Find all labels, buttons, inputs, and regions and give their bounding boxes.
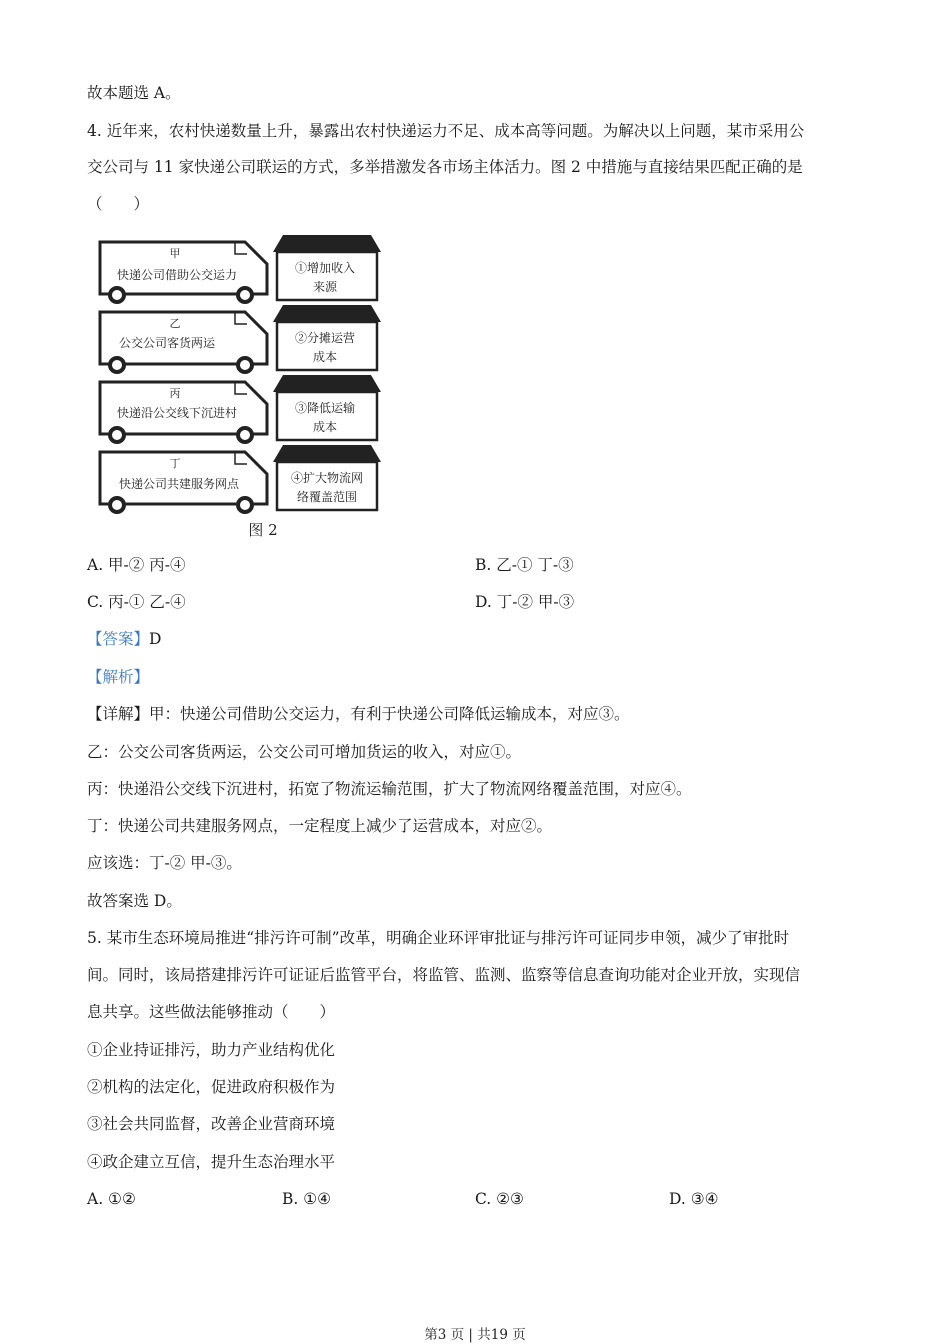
house-label-line2: 成本 — [312, 350, 338, 364]
house-label-line1: ③降低运输 — [294, 401, 356, 415]
detail-line-1 — [87, 704, 630, 724]
question-5-option-c: C. ②③ — [475, 1190, 524, 1208]
house-label-line2: 来源 — [312, 280, 338, 294]
truck-tag: 丁 — [169, 457, 181, 470]
question-4-stem-line-3: （ ） — [87, 195, 150, 213]
answer-value: D — [149, 630, 162, 648]
analysis-label: 【解析】 — [87, 668, 150, 686]
question-5-stem-line-2: 间。同时，该局搭建排污许可证证后监管平台，将监管、监测、监察等信息查询功能对企业开放，实现信 — [87, 966, 801, 984]
detail-line-3: 丙：快递沿公交线下沉进村，拓宽了物流运输范围，扩大了物流网络覆盖范围，对应④。 — [87, 780, 692, 798]
house-result-1 — [273, 235, 381, 300]
wheel-icon — [238, 288, 252, 302]
house-label-line1: ④扩大物流网 — [290, 471, 364, 485]
answer-row — [87, 629, 161, 649]
question-5-stem-line-1: 5. 某市生态环境局推进“排污许可制”改革，明确企业环评审批证与排污许可证同步申领，减少了审批时 — [87, 929, 790, 947]
question-5-option-a: A. ①② — [87, 1190, 136, 1208]
question-5-option-b: B. ①④ — [282, 1190, 332, 1208]
house-label-line2: 成本 — [312, 420, 338, 434]
house-result-3 — [273, 375, 381, 440]
truck-yi — [100, 312, 267, 372]
truck-jia — [100, 242, 267, 302]
question-5-item-2: ②机构的法定化，促进政府积极作为 — [87, 1078, 336, 1096]
detail-label: 【详解】 — [87, 705, 150, 723]
wheel-icon — [110, 498, 124, 512]
question-5-option-d: D. ③④ — [669, 1190, 719, 1208]
truck-label: 公交公司客货两运 — [118, 336, 216, 350]
question-4-option-a: A. 甲-② 丙-④ — [87, 556, 186, 574]
figure-caption: 图 2 — [248, 521, 278, 539]
house-result-2 — [273, 305, 381, 370]
truck-label: 快递沿公交线下沉进村 — [116, 406, 238, 420]
detail-line-6: 故答案选 D。 — [87, 892, 182, 910]
page-footer: 第3 页 | 共19 页 — [424, 1327, 526, 1343]
truck-tag: 乙 — [169, 317, 181, 330]
detail-line-5: 应该选：丁-② 甲-③。 — [87, 854, 242, 872]
question-4-option-c: C. 丙-① 乙-④ — [87, 593, 186, 611]
figure-2-trucks-and-houses — [95, 232, 395, 542]
question-5-stem-line-3: 息共享。这些做法能够推动（ ） — [87, 1003, 336, 1021]
truck-tag: 丙 — [169, 387, 181, 400]
detail-line-2: 乙：公交公司客货两运，公交公司可增加货运的收入，对应①。 — [87, 743, 522, 761]
truck-label: 快递公司借助公交运力 — [116, 268, 238, 282]
house-result-4 — [273, 445, 381, 510]
truck-tag: 甲 — [169, 247, 181, 260]
previous-answer-conclusion: 故本题选 A。 — [87, 84, 181, 102]
wheel-icon — [110, 288, 124, 302]
truck-label: 快递公司共建服务网点 — [118, 477, 240, 491]
wheel-icon — [110, 428, 124, 442]
wheel-icon — [238, 358, 252, 372]
house-label-line1: ①增加收入 — [294, 261, 356, 275]
question-4-stem-line-1: 4. 近年来，农村快递数量上升，暴露出农村快递运力不足、成本高等问题。为解决以上问题，某市采用公 — [87, 122, 805, 140]
wheel-icon — [238, 428, 252, 442]
question-4-option-b: B. 乙-① 丁-③ — [475, 556, 574, 574]
truck-bing — [100, 382, 267, 442]
truck-ding — [100, 452, 267, 512]
wheel-icon — [238, 498, 252, 512]
house-label-line1: ②分摊运营 — [294, 331, 356, 345]
question-5-item-4: ④政企建立互信，提升生态治理水平 — [87, 1153, 336, 1171]
detail-line-4: 丁：快递公司共建服务网点，一定程度上减少了运营成本，对应②。 — [87, 817, 553, 835]
question-4-stem-line-2: 交公司与 11 家快递公司联运的方式，多举措激发各市场主体活力。图 2 中措施与直接结果匹配正确的是 — [87, 158, 803, 176]
answer-label: 【答案】 — [87, 630, 150, 648]
question-5-item-1: ①企业持证排污，助力产业结构优化 — [87, 1041, 336, 1059]
house-label-line2: 络覆盖范围 — [296, 490, 358, 504]
detail-text: 甲：快递公司借助公交运力，有利于快递公司降低运输成本，对应③。 — [149, 705, 630, 723]
question-4-option-d: D. 丁-② 甲-③ — [475, 593, 575, 611]
question-5-item-3: ③社会共同监督，改善企业营商环境 — [87, 1115, 336, 1133]
wheel-icon — [110, 358, 124, 372]
